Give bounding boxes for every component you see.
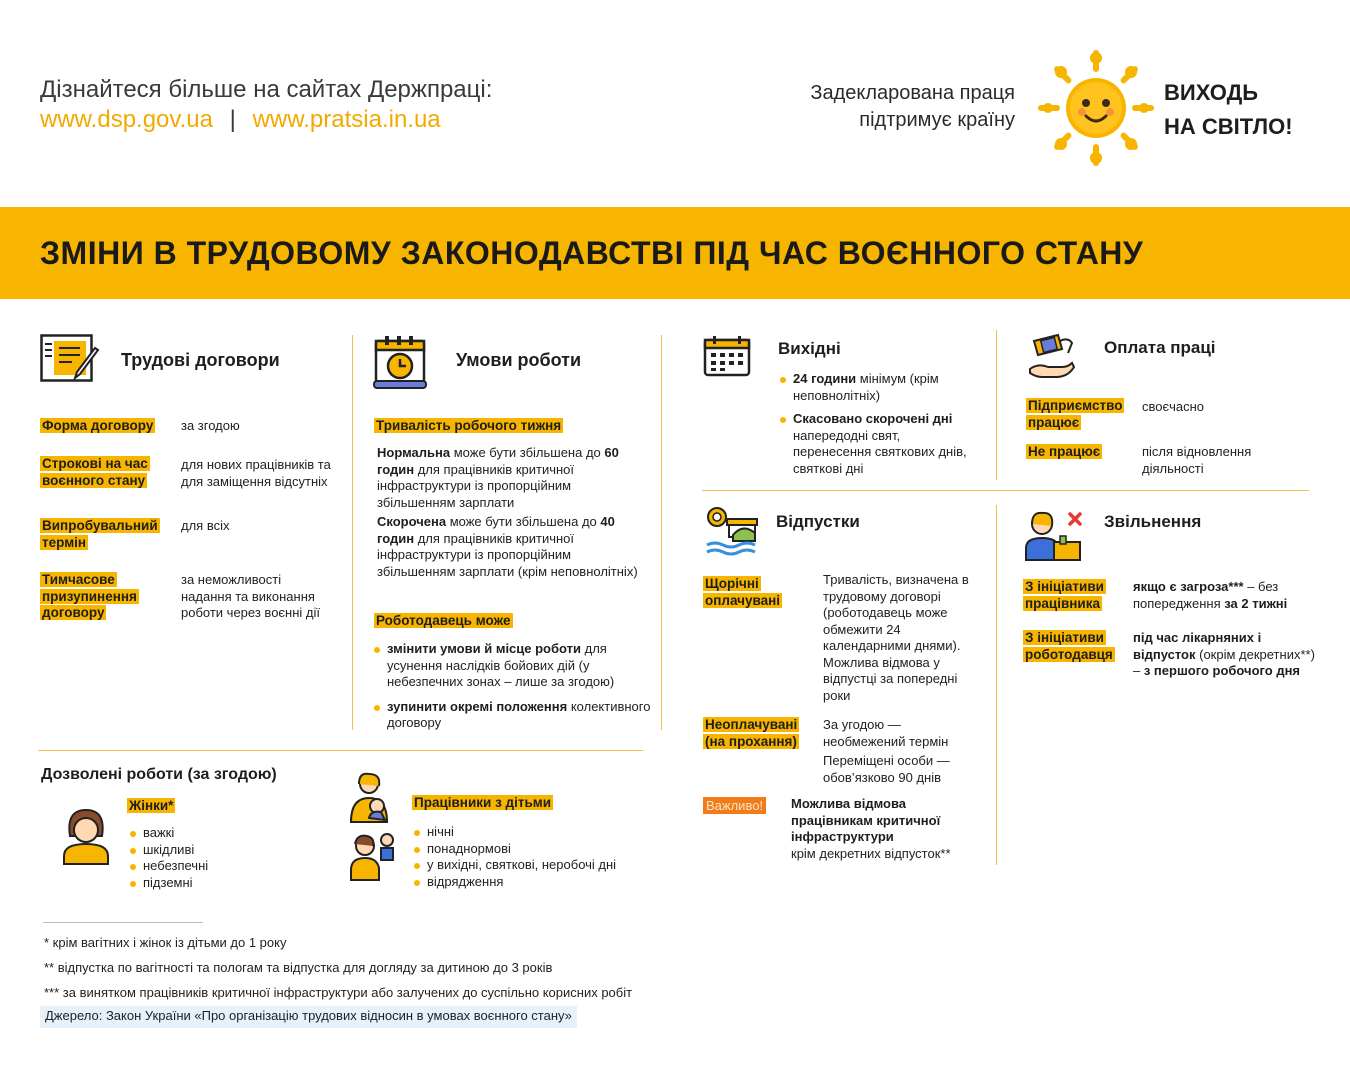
divider-v3 (996, 330, 997, 480)
list-item: небезпечні (128, 858, 258, 875)
list-item (372, 699, 657, 732)
item2-bold: зупинити окремі положення (387, 698, 568, 714)
normal-hours: 60 годин (377, 445, 619, 477)
dismissed-worker-icon (1024, 510, 1088, 562)
row1-text3: за 2 тижні (1224, 595, 1288, 611)
divider-h2 (702, 490, 1309, 491)
contract-row-value: для нових працівників та для заміщення відсутніх (181, 457, 331, 489)
list-item (778, 371, 978, 404)
logo-line1: ВИХОДЬ (1164, 80, 1259, 105)
row2-text3: з першого робочого дня (1143, 663, 1301, 678)
normal-text2: для працівників критичної інфраструктури із пропорційним збільшенням зарплати (377, 461, 575, 510)
pay-row-value: своєчасно (1142, 399, 1205, 414)
annual-vacation-text: Тривалість, визначена в трудовому договорі (роботодавець може обмежити 24 календарними днями). Можлива відмова у відпустці за попередні роки (823, 572, 969, 703)
short-text1: може бути збільшена до (446, 514, 601, 529)
contract-row-label: Строкові на час воєнного стану (42, 456, 148, 488)
important-badge: Важливо! (703, 797, 766, 814)
normal-text1: може бути збільшена до (450, 445, 605, 460)
pay-row-value: після відновлення діяльності (1142, 444, 1252, 476)
item1-text: для усунення наслідків бойових дій (у небезпечних зонах – лише за згодою) (387, 641, 615, 689)
pay-title: Оплата праці (1104, 338, 1216, 357)
logo-line2: НА СВІТЛО! (1164, 114, 1293, 139)
vacations-title: Відпустки (776, 512, 860, 531)
conditions-title: Умови роботи (456, 350, 582, 370)
item1-text: мінімум (крім неповнолітніх) (793, 371, 939, 403)
parents-tag: Працівники з дітьми (414, 795, 552, 810)
title-banner (0, 207, 1350, 299)
item2-text: напередодні свят, перенесення святкових днів, святкові дні (793, 427, 967, 476)
row1-text2: – без попередження (1133, 579, 1279, 611)
unpaid-vacation-label (703, 717, 813, 750)
contract-row (40, 518, 172, 551)
payment-hands-icon (1028, 333, 1076, 381)
item1-bold: змінити умови й місце роботи (387, 641, 582, 656)
annual-tag: Щорічні оплачувані (705, 576, 781, 608)
slogan (810, 80, 1015, 134)
important-text (791, 796, 991, 862)
employer-tag: З ініціативи роботодавця (1025, 630, 1113, 662)
contract-document-icon (40, 334, 102, 384)
item2-text: колективного договору (387, 698, 651, 730)
link-pratsia[interactable]: www.pratsia.in.ua (252, 106, 441, 133)
item2-bold: Скасовано скорочені дні (793, 411, 953, 426)
item1-bold: 24 години (793, 371, 857, 386)
header-links (40, 106, 441, 134)
important-bold: Можлива відмова працівникам критичної інфраструктури (791, 796, 941, 844)
normal-week-text (377, 445, 645, 511)
parents-label (412, 795, 553, 812)
row1-text1: якщо є загроза*** (1133, 579, 1244, 594)
pay-row-label: Не працює (1028, 444, 1101, 459)
list-item: відрядження (412, 874, 657, 891)
link-dsp[interactable]: www.dsp.gov.ua (40, 106, 213, 133)
pay-row (1026, 444, 1136, 461)
list-item: важкі (128, 825, 258, 842)
short-hours: 40 годин (377, 514, 615, 546)
dismissal-employee-text (1133, 579, 1318, 612)
contract-row-value: для всіх (181, 518, 230, 533)
slogan-line1: Задекларована праця (810, 82, 1015, 104)
footnote-1: * крім вагітних і жінок із дітьми до 1 року (44, 935, 287, 950)
contracts-title: Трудові договори (121, 350, 280, 370)
footnote-3: *** за винятком працівників критичної інфраструктури або залучених до суспільно корисних робіт (44, 985, 633, 1000)
women-list (128, 825, 258, 891)
divider-footnotes (43, 922, 203, 923)
short-text2: для працівників критичної інфраструктури із пропорційним збільшенням зарплати (крім неповнолітніх) (377, 530, 638, 579)
dismissal-title: Звільнення (1104, 512, 1202, 531)
short-week-text (377, 514, 645, 580)
logo-text (1164, 76, 1293, 144)
list-item: у вихідні, святкові, неробочі дні (412, 857, 657, 874)
contract-row-label: Форма договору (42, 418, 154, 433)
contract-row-label: Випробувальний термін (42, 518, 158, 550)
list-item: шкідливі (128, 842, 258, 859)
unpaid-tag: Неоплачувані (на прохання) (705, 717, 798, 749)
pay-row (1026, 398, 1136, 431)
slogan-line2: підтримує країну (859, 109, 1015, 131)
important-rest: крім декретних відпусток** (791, 845, 951, 861)
vacation-icon (703, 505, 761, 559)
woman-icon (62, 806, 110, 866)
divider-v2 (661, 335, 662, 730)
sun-logo-icon (1036, 48, 1156, 168)
list-item: підземні (128, 875, 258, 892)
divider-v4 (996, 505, 997, 865)
calendar-clock-icon (373, 335, 429, 391)
women-tag: Жінки* (129, 798, 174, 813)
week-duration-tag: Тривалість робочого тижня (376, 418, 562, 433)
header-learn-more: Дізнайтеся більше на сайтах Держпраці: (40, 76, 493, 103)
row2-text1: під час лікарняних і відпусток (1133, 630, 1262, 662)
allowed-title: Дозволені роботи (за згодою) (41, 766, 277, 783)
contract-row-value: за згодою (181, 418, 240, 433)
days-off-list (778, 371, 978, 477)
contract-row-label: Тимчасове призупинення договору (42, 572, 137, 620)
dismissal-employee-label (1023, 579, 1123, 612)
women-label (127, 798, 175, 815)
unpaid-vacation-text2: Переміщені особи — обов’язково 90 днів (823, 753, 950, 785)
link-separator: | (229, 106, 236, 133)
list-item (372, 641, 657, 691)
footnote-2: ** відпустка по вагітності та пологам та відпустка для догляду за дитиною до 3 років (44, 960, 553, 975)
page-title: ЗМІНИ В ТРУДОВОМУ ЗАКОНОДАВСТВІ ПІД ЧАС ВОЄННОГО СТАНУ (40, 235, 1144, 271)
dismissal-employer-text (1133, 630, 1318, 680)
week-duration-label (374, 418, 563, 435)
list-item (778, 411, 978, 477)
pay-row-label: Підприємство працює (1028, 398, 1123, 430)
divider-v1 (352, 335, 353, 730)
employer-can-tag: Роботодавець може (376, 613, 511, 628)
unpaid-vacation-text1: За угодою — необмежений термін (823, 717, 949, 749)
divider-h1 (38, 750, 643, 751)
parent-with-child-icon (347, 772, 399, 824)
calendar-icon (703, 335, 751, 377)
source-note: Джерело: Закон України «Про організацію трудових відносин в умовах воєнного стану» (40, 1006, 577, 1028)
short-bold: Скорочена (377, 514, 447, 529)
list-item: нічні (412, 824, 657, 841)
contract-row (40, 572, 168, 622)
employer-can-list (372, 641, 657, 732)
normal-bold: Нормальна (377, 445, 451, 460)
employer-can-label (374, 613, 513, 630)
parents-list (412, 824, 657, 890)
list-item: понаднормові (412, 841, 657, 858)
contract-row (40, 418, 172, 435)
dismissal-employer-label (1023, 630, 1123, 663)
parent-playing-child-icon (349, 830, 401, 882)
employee-tag: З ініціативи працівника (1025, 579, 1104, 611)
row2-text2: (окрім декретних**) – (1133, 646, 1315, 678)
contract-row-value: за неможливості надання та виконання роботи через воєнні дії (181, 572, 320, 620)
days-off-title: Вихідні (778, 339, 841, 358)
contract-row (40, 456, 168, 489)
annual-vacation-label (703, 576, 788, 609)
